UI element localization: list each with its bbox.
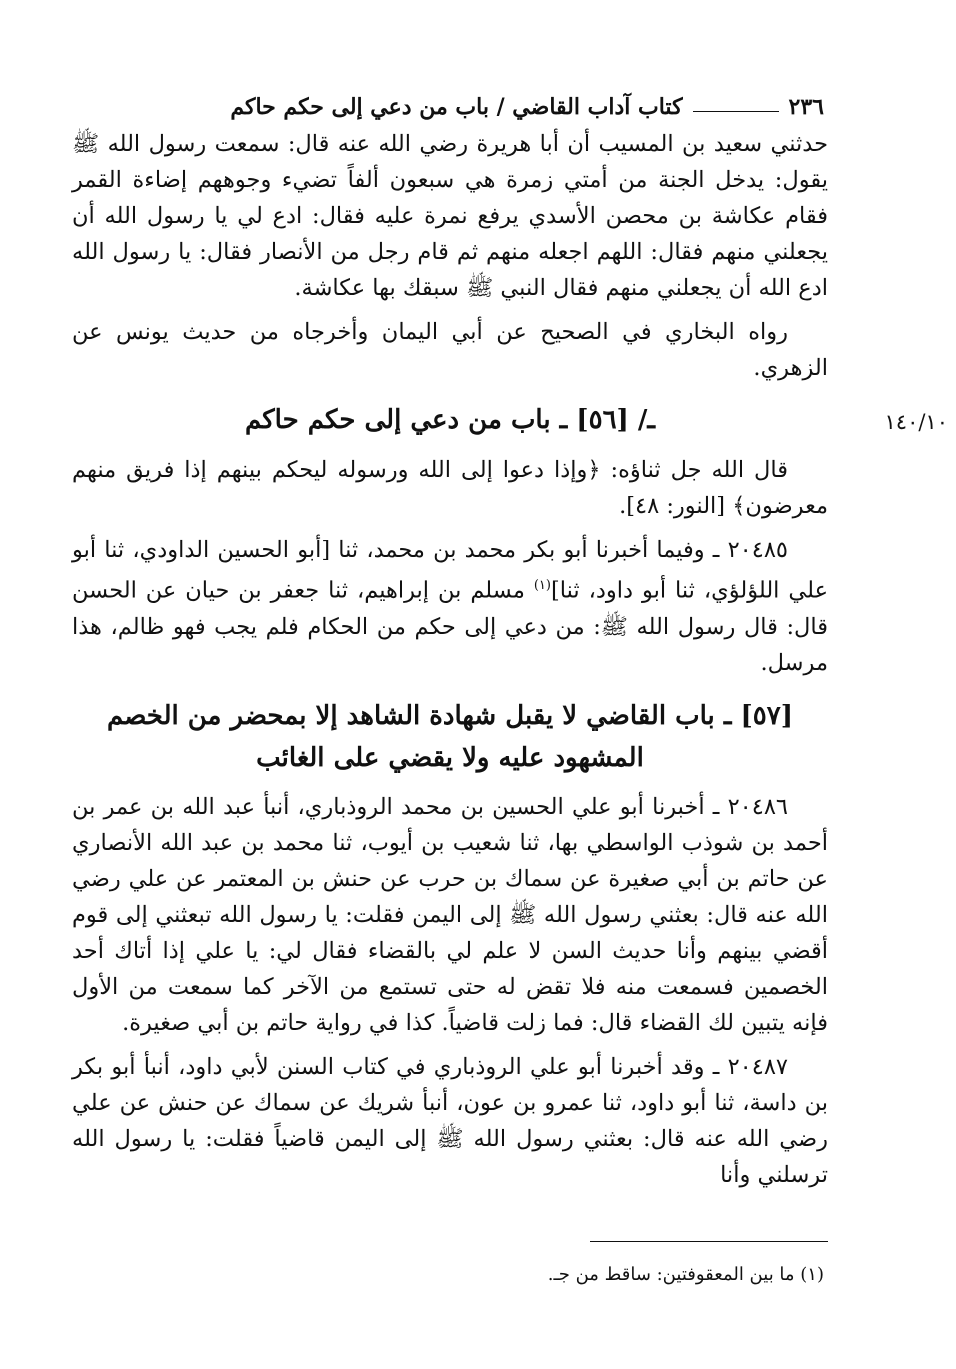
chapter-title-56: ـ/ [٥٦] ـ باب من دعي إلى حكم حاكم <box>244 405 656 435</box>
hadith-20485-part-b: مسلم بن إبراهيم، ثنا جعفر بن حيان عن الحسن قال: قال رسول الله ﷺ: من دعي إلى حكم من الحكام فلم يجب فهو ظالم، هذا مرسل. <box>72 577 828 676</box>
chapter-title-57-line1: [٥٧] ـ باب القاضي لا يقبل شهادة الشاهد إلا بمحضر من الخصم <box>106 700 794 731</box>
footnote-separator <box>590 1241 828 1242</box>
footnote-marker: (١) <box>533 578 551 593</box>
paragraph-hadith-continuation: حدثني سعيد بن المسيب أن أبا هريرة رضي الله عنه قال: سمعت رسول الله ﷺ يقول: يدخل الجنة من أمتي زمرة هي سبعون ألفاً تضيء وجوههم إضاءة القمر فقام عكاشة بن محصن الأسدي يرفع نمرة عليه فقال: ادع لي يا رسول الله أن يجعلني منهم فقال: اللهم اجعله منهم ثم قام رجل من الأنصار فقال: يا رسول الله ادع الله أن يجعلني منهم فقال النبي ﷺ سبقك بها عكاشة. <box>72 131 828 301</box>
paragraph-hadith-20485 <box>72 532 828 681</box>
header-rule <box>693 111 779 112</box>
chapter-heading-57 <box>72 695 828 779</box>
page-number: ٢٣٦ <box>788 94 824 120</box>
footnote: (١) ما بين المعقوفتين: ساقط من جـ. <box>547 1264 824 1285</box>
main-text <box>72 126 948 1201</box>
chapter-heading-56 <box>72 400 948 440</box>
paragraph-quran-verse: قال الله جل ثناؤه: ﴿وإذا دعوا إلى الله ورسوله ليحكم بينهم إذا فريق منهم معرضون﴾ [النور: ٤٨]. <box>72 457 828 519</box>
paragraph-hadith-20486: ٢٠٤٨٦ ـ أخبرنا أبو علي الحسين بن محمد الروذباري، أنبأ عبد الله بن عمر بن أحمد بن شوذب الواسطي بها، ثنا شعيب بن أيوب، ثنا محمد بن عبد الله الأنصاري عن حاتم بن أبي صغيرة عن سماك بن حرب عن حنش بن المعتمر عن علي رضي الله عنه قال: بعثني رسول الله ﷺ إلى اليمن فقلت: يا رسول الله تبعثني إلى قوم أقضي بينهم وأنا حديث السن لا علم لي بالقضاء فقال لي: يا علي إذا أتاك أحد الخصمين فسمعت منه فلا تقض له حتى تستمع من الآخر كما سمعت من الأول فإنه يتبين لك القضاء قال: فما زلت قاضياً. كذا في رواية حاتم بن أبي صغيرة. <box>72 793 828 1036</box>
paragraph-hadith-20487: ٢٠٤٨٧ ـ وقد أخبرنا أبو علي الروذباري في كتاب السنن لأبي داود، أنبأ أبو بكر بن داسة، ثنا أبو داود، ثنا عمرو بن عون، أنبأ شريك عن سماك عن حنش عن علي رضي الله عنه قال: بعثني رسول الله ﷺ إلى اليمن قاضياً فقلت: يا رسول الله ترسلني وأنا <box>72 1053 828 1188</box>
page-header <box>72 80 824 120</box>
chapter-title-57-line2: المشهود عليه ولا يقضي على الغائب <box>256 742 644 773</box>
running-title: كتاب آداب القاضي / باب من دعي إلى حكم حاكم <box>230 94 683 120</box>
margin-reference: ١٤٠/١٠ <box>884 410 948 434</box>
hadith-20485-part-a: ٢٠٤٨٥ ـ وفيما أخبرنا أبو بكر محمد بن محمد، ثنا [أبو الحسين الداودي، ثنا أبو علي اللؤلؤي، ثنا أبو داود، ثنا] <box>72 537 828 604</box>
paragraph-attribution: رواه البخاري في الصحيح عن أبي اليمان وأخرجاه من حديث يونس عن الزهري. <box>72 319 828 381</box>
